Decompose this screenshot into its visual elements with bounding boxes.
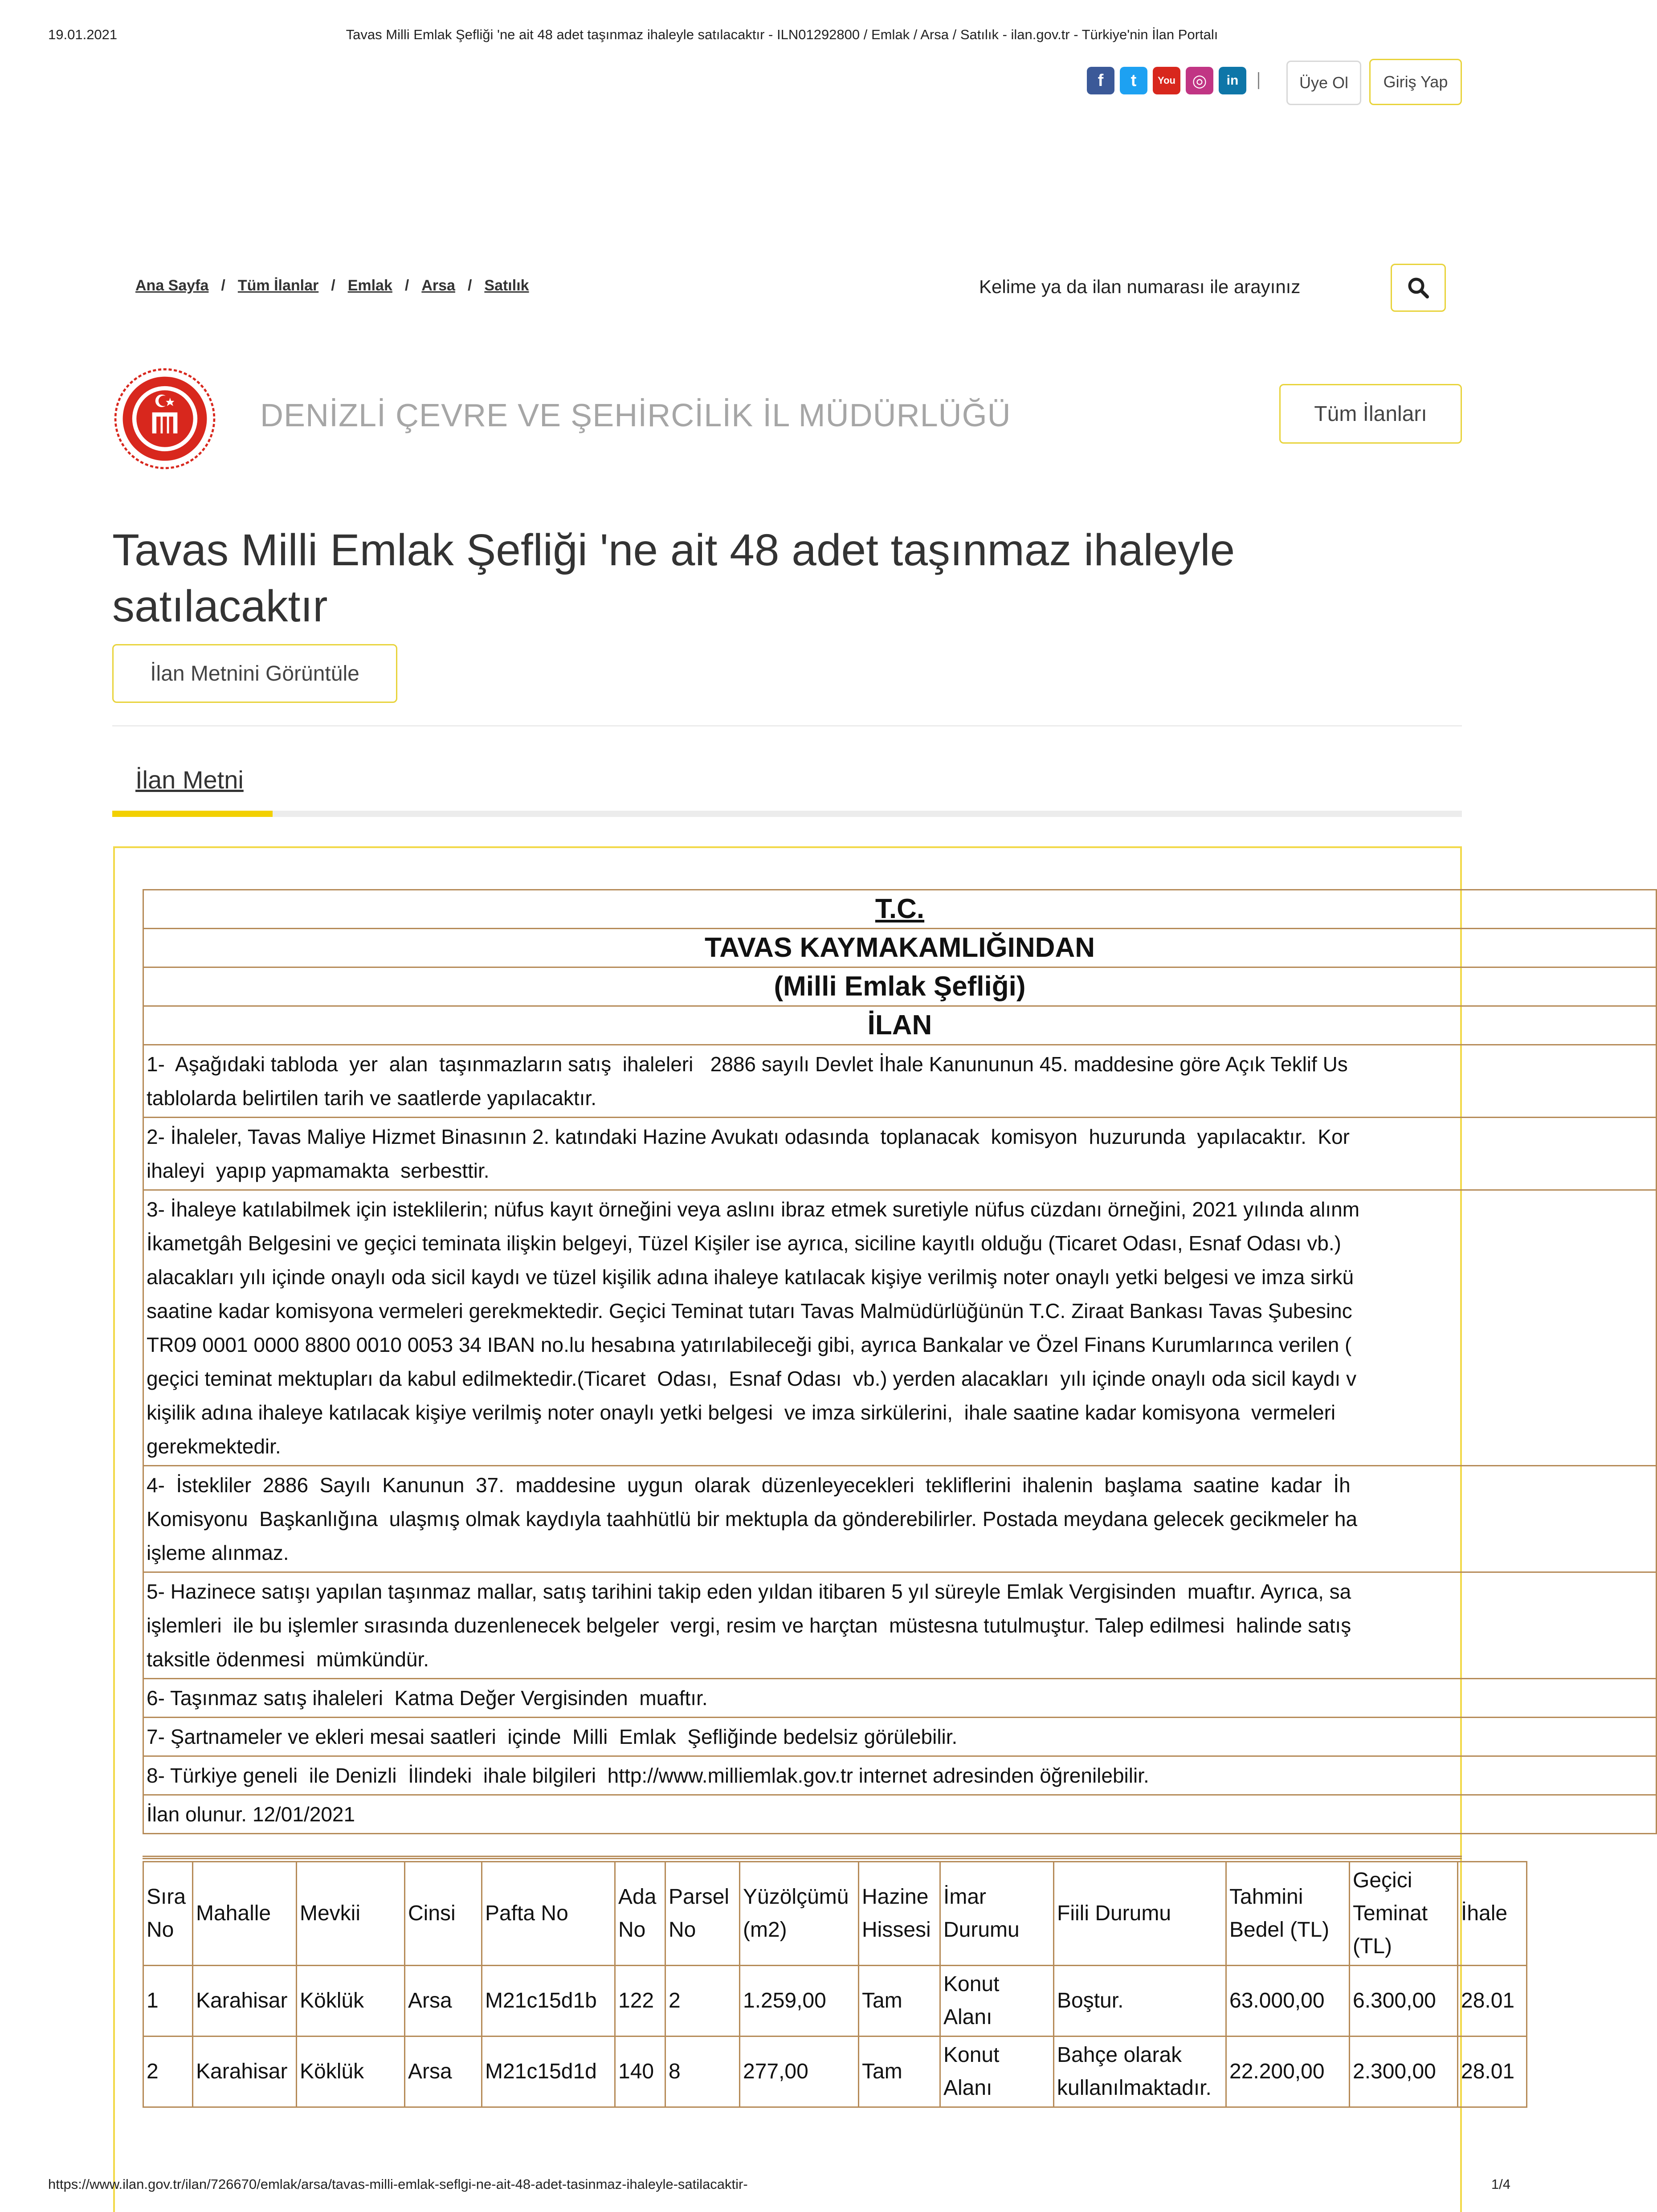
table-cell (665, 1966, 740, 2037)
table-header-cell (1458, 1862, 1527, 1966)
notice-line: İkametgâh Belgesini ve geçici teminata ilişkin belgeyi, Tüzel Kişiler ise ayrıca, siciline kayıtlı olduğu (Ticaret Odası, Esnaf Odası vb.) (147, 1232, 1341, 1255)
cell-text: Arsa (408, 2060, 452, 2083)
breadcrumb-emlak[interactable]: Emlak (347, 277, 392, 294)
header-text: Mevkii (300, 1902, 361, 1925)
table-cell (940, 2037, 1054, 2107)
header-text: No (618, 1918, 646, 1942)
notice-line: Komisyonu Başkanlığına ulaşmış olmak kaydıyla taahhütlü bir mektupla da gönderebilirler. Postada meydana gelecek gecikmeler ha (147, 1507, 1358, 1530)
notice-line: taksitle ödenmesi mümkündür. (147, 1648, 429, 1671)
notice-heading-tc: T.C. (875, 894, 925, 924)
cell-text: 1.259,00 (743, 1989, 826, 2012)
notice-line: işlemleri ile bu işlemler sırasında duzenlenecek belgeler vergi, resim ve harçtan müstesna tutulmuştur. Talep edilmesi halinde satış (147, 1614, 1351, 1637)
table-cell (482, 1966, 615, 2037)
table-header-row (143, 1862, 1527, 1966)
social-links (1087, 67, 1259, 94)
table-header-cell (1350, 1862, 1458, 1966)
property-table-wrapper (143, 1861, 1515, 2108)
notice-paragraph (143, 1795, 1657, 1834)
breadcrumb-arsa[interactable]: Arsa (421, 277, 455, 294)
notice-line: 4- İstekliler 2886 Sayılı Kanunun 37. maddesine uygun olarak düzenleyecekleri tekliflerini ihalenin başlama saatine kadar İh (147, 1473, 1351, 1497)
table-header-cell (143, 1862, 193, 1966)
breadcrumb-separator: / (467, 277, 472, 294)
table-cell (482, 2037, 615, 2107)
notice-paragraph (143, 1045, 1657, 1118)
table-cell (859, 1966, 940, 2037)
table-cell (1226, 1966, 1350, 2037)
notice-line: 5- Hazinece satışı yapılan taşınmaz mallar, satış tarihini takip eden yıldan itibaren 5 yıl süreyle Emlak Vergisinden muaftır. Ayrıca, sa (147, 1580, 1351, 1603)
table-header-cell (297, 1862, 405, 1966)
table-cell (615, 2037, 665, 2107)
table-cell (1350, 1966, 1458, 2037)
notice-line: ihaleyi yapıp yapmamakta serbesttir. (147, 1159, 490, 1182)
table-row (143, 1966, 1527, 2037)
table-cell (193, 1966, 297, 2037)
login-button[interactable]: Giriş Yap (1369, 59, 1462, 105)
search-button[interactable] (1391, 264, 1446, 312)
cell-text: 22.200,00 (1229, 2060, 1325, 2083)
breadcrumb (135, 277, 529, 294)
cell-text: 1 (147, 1989, 159, 2012)
notice-paragraph (143, 1118, 1657, 1190)
notice-paragraph (143, 1190, 1657, 1466)
notice-paragraph (143, 1718, 1657, 1756)
header-text: Geçici (1353, 1869, 1412, 1892)
header-text: Mahalle (196, 1902, 271, 1925)
cell-text: 8 (669, 2060, 681, 2083)
header-text: Parsel (669, 1885, 730, 1909)
notice-line: 3- İhaleye katılabilmek için isteklilerin; nüfus kayıt örneğini veya aslını ibraz etmek suretiyle nüfus cüzdanı örneğini, 2021 yılında alınm (147, 1198, 1360, 1221)
table-cell (143, 1966, 193, 2037)
cell-text: Arsa (408, 1989, 452, 2012)
notice-line: gerekmektedir. (147, 1435, 281, 1458)
header-text: Durumu (943, 1918, 1020, 1942)
table-separator (143, 1856, 1462, 1859)
notice-line: alacakları yılı içinde onaylı oda sicil kaydı ve tüzel kişilik adına ihaleye katılacak kişiye verilmiş noter onaylı yetki belgesi ve imza sirkü (147, 1265, 1354, 1289)
notice-line: 6- Taşınmaz satış ihaleleri Katma Değer Vergisinden muaftır. (147, 1686, 708, 1710)
notice-line: 1- Aşağıdaki tabloda yer alan taşınmazların satış ihaleleri 2886 sayılı Devlet İhale Kanununun 45. maddesine göre Açık Teklif Us (147, 1053, 1348, 1076)
table-cell (297, 1966, 405, 2037)
header-text: No (147, 1918, 174, 1942)
notice-heading-unit: (Milli Emlak Şefliği) (774, 971, 1026, 1002)
linkedin-icon[interactable]: in (1219, 67, 1246, 94)
header-text: Hazine (862, 1885, 929, 1909)
header-text: No (669, 1918, 696, 1942)
notice-line: saatine kadar komisyona vermeleri gerekmektedir. Geçici Teminat tutarı Tavas Malmüdürlüğünün T.C. Ziraat Bankası Tavas Şubesinc (147, 1299, 1352, 1322)
cell-text: Karahisar (196, 1989, 288, 2012)
header-text: Yüzölçümü (743, 1885, 849, 1909)
cell-text: Konut (943, 1972, 1000, 1996)
notice-line: 7- Şartnameler ve ekleri mesai saatleri içinde Milli Emlak Şefliğinde bedelsiz görülebilir. (147, 1725, 958, 1748)
cell-text: 6.300,00 (1353, 1989, 1436, 2012)
cell-text: Köklük (300, 1989, 364, 2012)
table-header-cell (740, 1862, 859, 1966)
header-text: Cinsi (408, 1902, 456, 1925)
search-input[interactable]: Kelime ya da ilan numarası ile arayınız (979, 276, 1301, 297)
notice-paragraph (143, 1572, 1657, 1679)
print-title: Tavas Milli Emlak Şefliği 'ne ait 48 adet taşınmaz ihaleyle satılacaktır - ILN01292800 / Emlak / Arsa / Satılık - ilan.gov.tr - Türkiye'nin İlan Portalı (346, 27, 1218, 42)
notice-line: 8- Türkiye geneli ile Denizli İlindeki ihale bilgileri http://www.milliemlak.gov.tr internet adresinden öğrenilebilir. (147, 1764, 1149, 1787)
table-cell (1226, 2037, 1350, 2107)
property-table (143, 1861, 1527, 2108)
print-page-number: 1/4 (1491, 2176, 1510, 2192)
tab-track (112, 811, 1462, 817)
table-cell (1054, 1966, 1226, 2037)
twitter-icon[interactable]: t (1120, 67, 1147, 94)
notice-paragraph (143, 1679, 1657, 1718)
header-text: Teminat (1353, 1902, 1428, 1925)
cell-text: Tam (862, 1989, 902, 2012)
header-text: İhale (1461, 1902, 1508, 1925)
table-cell (1458, 1966, 1527, 2037)
breadcrumb-all-ads[interactable]: Tüm İlanlar (237, 277, 319, 294)
search-icon (1406, 276, 1430, 300)
table-cell (1458, 2037, 1527, 2107)
ministry-logo (112, 366, 217, 471)
header-text: Bedel (TL) (1229, 1918, 1330, 1942)
cell-text: 140 (618, 2060, 654, 2083)
table-cell (740, 1966, 859, 2037)
header-text: Pafta No (485, 1902, 568, 1925)
breadcrumb-satilik[interactable]: Satılık (484, 277, 529, 294)
table-cell (405, 2037, 482, 2107)
table-header-cell (859, 1862, 940, 1966)
cell-text: 63.000,00 (1229, 1989, 1325, 2012)
notice-heading-ilan: İLAN (867, 1010, 932, 1041)
print-date: 19.01.2021 (48, 27, 118, 42)
cell-text: Tam (862, 2060, 902, 2083)
table-cell (740, 2037, 859, 2107)
cell-text: M21c15d1b (485, 1989, 597, 2012)
table-header-cell (665, 1862, 740, 1966)
table-header-cell (1054, 1862, 1226, 1966)
header-text: (TL) (1353, 1934, 1392, 1958)
table-cell (297, 2037, 405, 2107)
cell-text: Karahisar (196, 2060, 288, 2083)
table-row (143, 2037, 1527, 2107)
cell-text: kullanılmaktadır. (1057, 2076, 1212, 2100)
print-url: https://www.ilan.gov.tr/ilan/726670/emlak/arsa/tavas-milli-emlak-seflgi-ne-ait-48-adet-tasinmaz-ihaleyle-satilacaktir- (48, 2176, 748, 2192)
page-title: Tavas Milli Emlak Şefliği 'ne ait 48 adet taşınmaz ihaleyle satılacaktır (112, 525, 1235, 631)
header-text: Fiili Durumu (1057, 1902, 1171, 1925)
facebook-icon[interactable]: f (1087, 67, 1114, 94)
advertiser-name[interactable]: DENİZLİ ÇEVRE VE ŞEHİRCİLİK İL MÜDÜRLÜĞÜ (260, 398, 1011, 433)
divider (112, 725, 1462, 726)
table-cell (405, 1966, 482, 2037)
header-text: İmar (943, 1885, 986, 1909)
table-header-cell (193, 1862, 297, 1966)
instagram-icon[interactable]: ◎ (1186, 67, 1213, 94)
notice-line: geçici teminat mektupları da kabul edilmektedir.(Ticaret Odası, Esnaf Odası vb.) yerden alacakları yılı içinde onaylı oda sicil kaydı v (147, 1367, 1357, 1390)
notice-line: tablolarda belirtilen tarih ve saatlerde yapılacaktır. (147, 1086, 597, 1110)
table-cell (665, 2037, 740, 2107)
table-cell (143, 2037, 193, 2107)
cell-text: 122 (618, 1989, 654, 2012)
cell-text: Alanı (943, 2076, 992, 2100)
notice-line: TR09 0001 0000 8800 0010 0053 34 IBAN no.lu hesabına yatırılabileceği gibi, ayrıca Bankalar ve Özel Finans Kurumlarınca verilen ( (147, 1333, 1352, 1356)
register-button[interactable]: Üye Ol (1286, 61, 1361, 105)
cell-text: Konut (943, 2043, 1000, 2067)
notice-heading-office: TAVAS KAYMAKAMLIĞINDAN (704, 932, 1095, 963)
table-header-cell (1226, 1862, 1350, 1966)
cell-text: Bahçe olarak (1057, 2043, 1182, 2067)
header-text: Sıra (147, 1885, 186, 1909)
header-text: Tahmini (1229, 1885, 1303, 1909)
table-cell (615, 1966, 665, 2037)
cell-text: M21c15d1d (485, 2060, 597, 2083)
cell-text: 277,00 (743, 2060, 808, 2083)
header-text: (m2) (743, 1918, 787, 1942)
breadcrumb-home[interactable]: Ana Sayfa (135, 277, 209, 294)
breadcrumb-separator: / (221, 277, 225, 294)
table-header-cell (482, 1862, 615, 1966)
cell-text: 28.01 (1461, 2060, 1515, 2083)
notice-line: işleme alınmaz. (147, 1541, 289, 1564)
notice-line: 2- İhaleler, Tavas Maliye Hizmet Binasının 2. katındaki Hazine Avukatı odasında toplanacak komisyon huzurunda yapılacaktır. Kor (147, 1125, 1350, 1148)
header-text: Ada (618, 1885, 657, 1909)
table-cell (1350, 2037, 1458, 2107)
table-header-cell (940, 1862, 1054, 1966)
breadcrumb-separator: / (331, 277, 335, 294)
table-cell (859, 2037, 940, 2107)
cell-text: 2.300,00 (1353, 2060, 1436, 2083)
header-text: Hissesi (862, 1918, 931, 1942)
table-cell (940, 1966, 1054, 2037)
cell-text: 2 (669, 1989, 681, 2012)
cell-text: 2 (147, 2060, 159, 2083)
tab-active-indicator (112, 811, 273, 817)
cell-text: Köklük (300, 2060, 364, 2083)
table-cell (193, 2037, 297, 2107)
breadcrumb-separator: / (404, 277, 409, 294)
cell-text: Alanı (943, 2005, 992, 2029)
notice-line: kişilik adına ihaleye katılacak kişiye verilmiş noter onaylı yetki belgesi ve imza sirkülerini, ihale saatine kadar komisyona vermeleri (147, 1401, 1336, 1424)
table-header-cell (615, 1862, 665, 1966)
notice-table (143, 889, 1657, 1834)
notice-paragraph (143, 1756, 1657, 1795)
cell-text: 28.01 (1461, 1989, 1515, 2012)
table-cell (1054, 2037, 1226, 2107)
table-header-cell (405, 1862, 482, 1966)
youtube-icon[interactable]: You (1153, 67, 1180, 94)
notice-document (143, 889, 1462, 1834)
view-ad-text-button[interactable]: İlan Metnini Görüntüle (112, 644, 397, 703)
all-ads-button[interactable]: Tüm İlanları (1279, 384, 1462, 444)
notice-paragraph (143, 1466, 1657, 1572)
cell-text: Boştur. (1057, 1989, 1124, 2012)
notice-line: İlan olunur. 12/01/2021 (147, 1803, 355, 1826)
divider (1258, 72, 1259, 89)
tab-ad-text[interactable]: İlan Metni (135, 766, 244, 794)
